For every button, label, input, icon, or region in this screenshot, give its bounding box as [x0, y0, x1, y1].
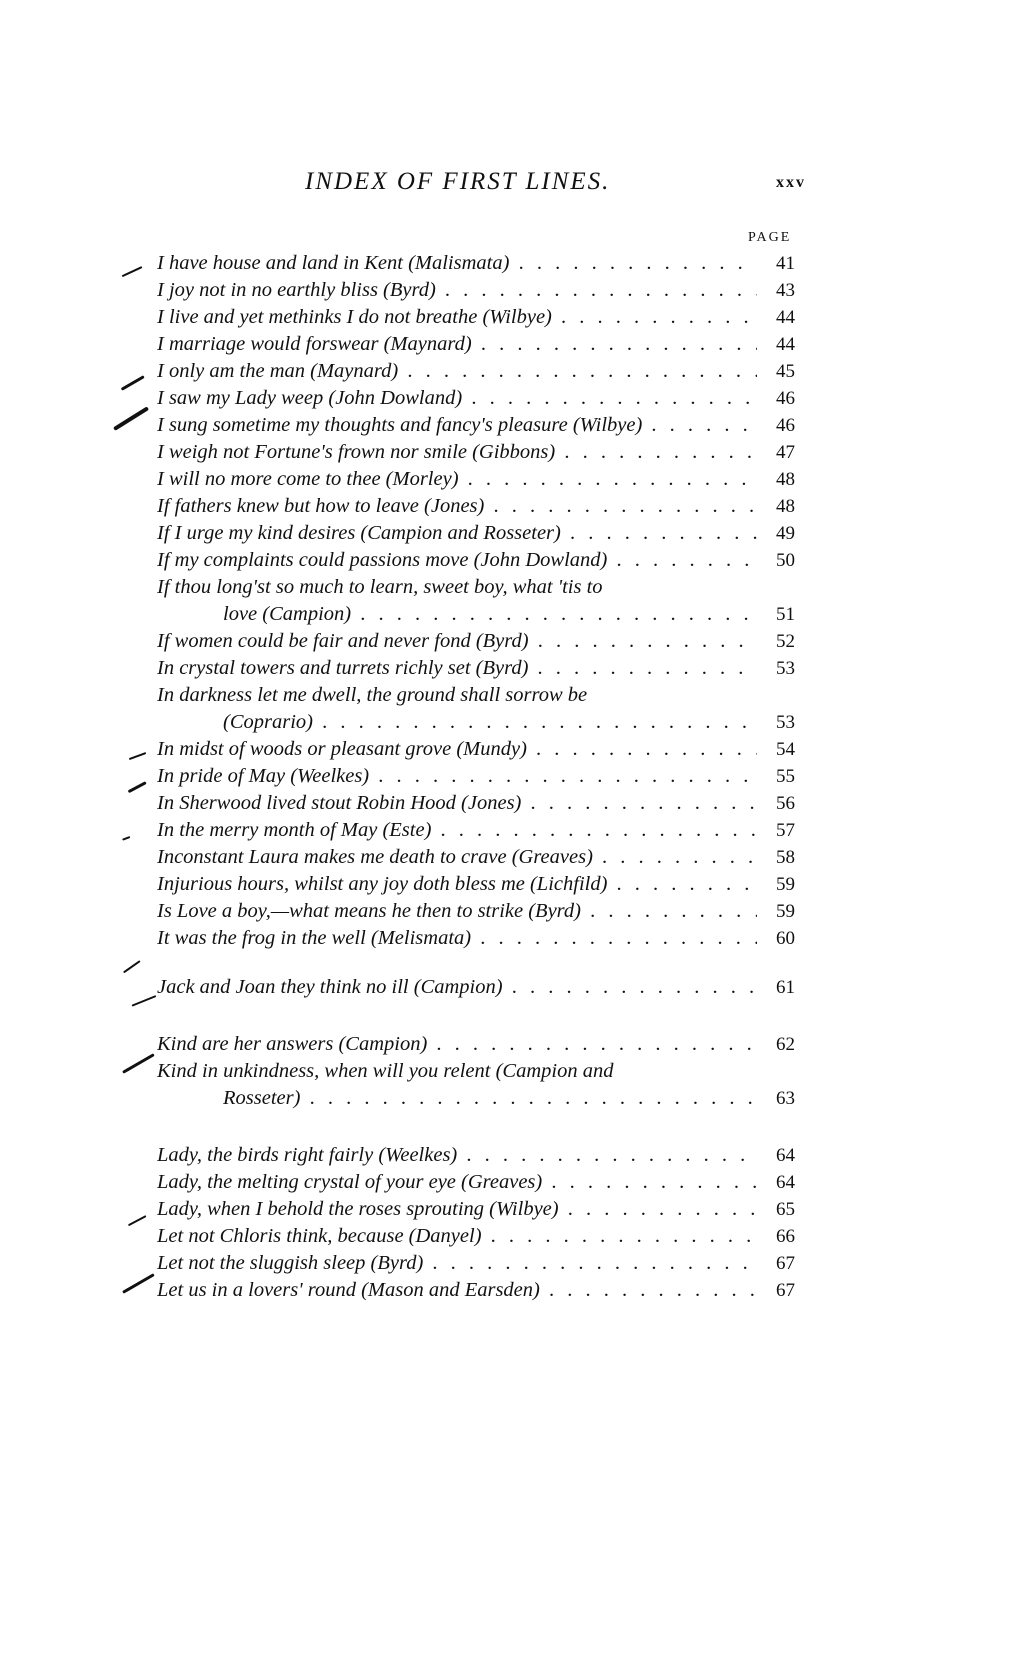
running-head	[0, 168, 1022, 202]
page-number: 47	[776, 439, 812, 466]
page-number: 56	[776, 790, 812, 817]
entry-line	[0, 682, 1022, 709]
entry-line	[0, 466, 1022, 493]
index-entry	[0, 1169, 1022, 1196]
first-line-text: Is Love a boy,—what means he then to strike (Byrd) . . .	[157, 898, 757, 925]
first-line-text: It was the frog in the well (Melismata) . . .	[157, 925, 757, 952]
first-line-text: Rosseter) . . .	[223, 1085, 757, 1112]
entry-line	[0, 763, 1022, 790]
first-line-text: If fathers knew but how to leave (Jones) . . .	[157, 493, 757, 520]
first-line-text: (Coprario) . . .	[223, 709, 757, 736]
first-line-text: Inconstant Laura makes me death to crave (Greaves) . . .	[157, 844, 757, 871]
entry-line	[0, 439, 1022, 466]
first-line-text: Kind are her answers (Campion) . . .	[157, 1031, 757, 1058]
page-number: 65	[776, 1196, 812, 1223]
first-line-text: I live and yet methinks I do not breathe (Wilbye) . . .	[157, 304, 757, 331]
check-mark-icon	[123, 960, 141, 973]
page-number: 53	[776, 655, 812, 682]
first-line-text: I will no more come to thee (Morley) . . .	[157, 466, 757, 493]
first-line-text: In pride of May (Weelkes) . . .	[157, 763, 757, 790]
index-entry	[0, 790, 1022, 817]
index-entry	[0, 682, 1022, 736]
first-line-text: I weigh not Fortune's frown nor smile (Gibbons) . . .	[157, 439, 757, 466]
entry-line	[0, 1058, 1022, 1085]
entry-line	[0, 358, 1022, 385]
index-entry	[0, 250, 1022, 277]
entry-line	[0, 574, 1022, 601]
index-entry	[0, 520, 1022, 547]
entry-line	[0, 250, 1022, 277]
entry-line	[0, 601, 1022, 628]
first-line-text: Kind in unkindness, when will you relent (Campion and	[157, 1060, 614, 1082]
index-entry	[0, 466, 1022, 493]
first-line-text: I saw my Lady weep (John Dowland) . . .	[157, 385, 757, 412]
page-number: 43	[776, 277, 812, 304]
first-line-text: Lady, when I behold the roses sprouting (Wilbye) . . .	[157, 1196, 757, 1223]
entry-line	[0, 1085, 1022, 1112]
entry-line	[0, 331, 1022, 358]
first-line-text: I only am the man (Maynard) . . .	[157, 358, 757, 385]
entry-line	[0, 1223, 1022, 1250]
index-entry	[0, 898, 1022, 925]
index-entry	[0, 304, 1022, 331]
index-entry	[0, 439, 1022, 466]
first-line-text: Lady, the melting crystal of your eye (Greaves) . . .	[157, 1169, 757, 1196]
page-number: 48	[776, 493, 812, 520]
index-entry	[0, 655, 1022, 682]
entry-line	[0, 1277, 1022, 1304]
page-column-label: PAGE	[748, 230, 792, 245]
index-entry	[0, 763, 1022, 790]
entry-line	[0, 1196, 1022, 1223]
page-number: 61	[776, 974, 812, 1001]
page-number: 57	[776, 817, 812, 844]
index-entry	[0, 493, 1022, 520]
index-entry	[0, 331, 1022, 358]
page-number: 59	[776, 898, 812, 925]
page-number: 44	[776, 331, 812, 358]
entry-line	[0, 898, 1022, 925]
first-line-text: Let us in a lovers' round (Mason and Earsden) . . .	[157, 1277, 757, 1304]
first-line-text: In Sherwood lived stout Robin Hood (Jones) . . .	[157, 790, 757, 817]
folio-number: xxv	[776, 174, 806, 191]
page-number: 62	[776, 1031, 812, 1058]
index-entry	[0, 277, 1022, 304]
index-entry	[0, 1223, 1022, 1250]
first-line-text: I marriage would forswear (Maynard) . . .	[157, 331, 757, 358]
entry-line	[0, 817, 1022, 844]
entry-line	[0, 1169, 1022, 1196]
index-entry	[0, 1277, 1022, 1304]
index-entry	[0, 844, 1022, 871]
first-line-text: In midst of woods or pleasant grove (Mundy) . . .	[157, 736, 757, 763]
entry-line	[0, 709, 1022, 736]
page-number: 66	[776, 1223, 812, 1250]
first-line-text: Lady, the birds right fairly (Weelkes) . . .	[157, 1142, 757, 1169]
page-number: 52	[776, 628, 812, 655]
entry-line	[0, 493, 1022, 520]
page-number: 46	[776, 385, 812, 412]
first-line-text: I sung sometime my thoughts and fancy's pleasure (Wilbye) . . .	[157, 412, 757, 439]
index-entry	[0, 385, 1022, 412]
index-entry	[0, 358, 1022, 385]
entry-line	[0, 520, 1022, 547]
page-number: 45	[776, 358, 812, 385]
first-line-text: In the merry month of May (Este) . . .	[157, 817, 757, 844]
index-entry	[0, 871, 1022, 898]
page-number: 49	[776, 520, 812, 547]
first-line-text: Injurious hours, whilst any joy doth bless me (Lichfild) . . .	[157, 871, 757, 898]
first-line-text: love (Campion) . . .	[223, 601, 757, 628]
index-entry	[0, 412, 1022, 439]
page-number: 53	[776, 709, 812, 736]
entry-line	[0, 304, 1022, 331]
entry-line	[0, 1142, 1022, 1169]
entry-line	[0, 871, 1022, 898]
entry-line	[0, 655, 1022, 682]
entry-line	[0, 385, 1022, 412]
entry-line	[0, 277, 1022, 304]
first-line-text: If my complaints could passions move (John Dowland) . . .	[157, 547, 757, 574]
index-entry	[0, 1058, 1022, 1112]
entry-line	[0, 628, 1022, 655]
page-number: 46	[776, 412, 812, 439]
page-number: 54	[776, 736, 812, 763]
entry-line	[0, 844, 1022, 871]
entry-line	[0, 412, 1022, 439]
index-entry	[0, 574, 1022, 628]
page-number: 58	[776, 844, 812, 871]
page-number: 55	[776, 763, 812, 790]
first-line-text: Let not Chloris think, because (Danyel) . . .	[157, 1223, 757, 1250]
entry-line	[0, 547, 1022, 574]
first-line-text: Let not the sluggish sleep (Byrd) . . .	[157, 1250, 757, 1277]
first-line-text: If women could be fair and never fond (Byrd) . . .	[157, 628, 757, 655]
page-number: 59	[776, 871, 812, 898]
entry-line	[0, 925, 1022, 952]
page-number: 64	[776, 1142, 812, 1169]
page-number: 67	[776, 1250, 812, 1277]
index-entry	[0, 736, 1022, 763]
first-line-text: Jack and Joan they think no ill (Campion) . . .	[157, 974, 757, 1001]
index-entry	[0, 547, 1022, 574]
page-number: 44	[776, 304, 812, 331]
entry-line	[0, 736, 1022, 763]
page-number: 50	[776, 547, 812, 574]
page-number: 67	[776, 1277, 812, 1304]
page-number: 48	[776, 466, 812, 493]
first-line-text: I have house and land in Kent (Malismata) . . .	[157, 250, 757, 277]
index-entry	[0, 817, 1022, 844]
page-number: 64	[776, 1169, 812, 1196]
entry-line	[0, 790, 1022, 817]
page-number: 63	[776, 1085, 812, 1112]
index-entry	[0, 1142, 1022, 1169]
first-line-text: I joy not in no earthly bliss (Byrd) . . .	[157, 277, 757, 304]
index-entry	[0, 925, 1022, 952]
page-number: 41	[776, 250, 812, 277]
index-entry	[0, 1196, 1022, 1223]
first-line-text: In crystal towers and turrets richly set (Byrd) . . .	[157, 655, 757, 682]
first-line-text: In darkness let me dwell, the ground shall sorrow be	[157, 684, 588, 706]
page-number: 51	[776, 601, 812, 628]
running-title: INDEX OF FIRST LINES.	[305, 168, 611, 195]
first-line-text: If thou long'st so much to learn, sweet boy, what 'tis to	[157, 576, 603, 598]
index-entry	[0, 628, 1022, 655]
page-number: 60	[776, 925, 812, 952]
first-line-text: If I urge my kind desires (Campion and Rosseter) . . .	[157, 520, 757, 547]
